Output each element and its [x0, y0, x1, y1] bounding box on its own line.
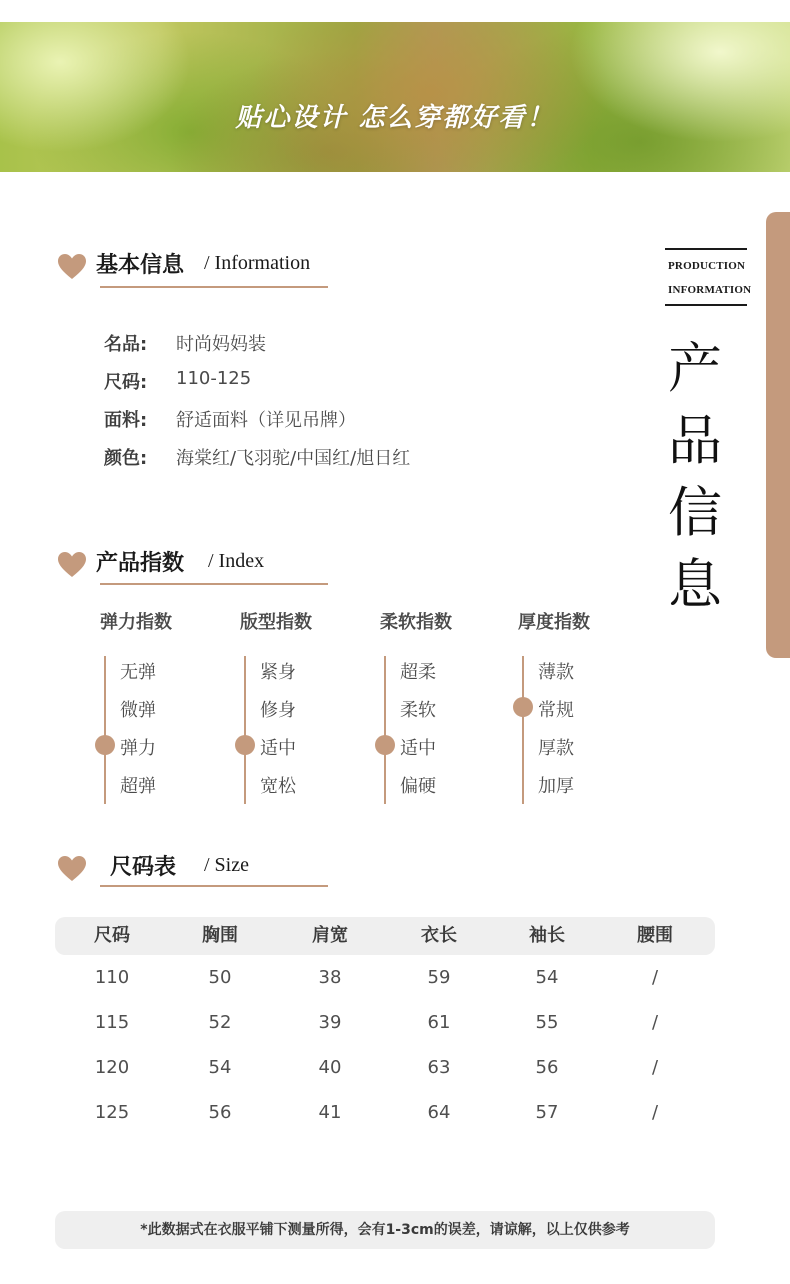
index-option: 偏硬 [400, 776, 436, 797]
table-cell: 125 [94, 1102, 130, 1123]
index-option: 柔软 [400, 700, 436, 721]
table-cell: 38 [318, 967, 342, 988]
index-option: 超弹 [120, 776, 156, 797]
index-option: 适中 [260, 738, 296, 759]
table-cell: / [651, 1057, 659, 1078]
index-scale-line [104, 656, 106, 804]
index-selected-dot [95, 735, 115, 755]
index-option: 加厚 [538, 776, 574, 797]
table-header-cell: 尺码 [94, 925, 130, 946]
index-option: 薄款 [538, 662, 574, 683]
side-en-title [665, 250, 755, 304]
table-header-cell: 袖长 [529, 925, 565, 946]
info-label: 尺码: [104, 372, 148, 393]
index-title: 弹力指数 [100, 612, 172, 633]
side-cn-char: 息 [668, 553, 722, 616]
table-cell: 56 [208, 1102, 232, 1123]
table-cell: / [651, 1012, 659, 1033]
side-cn-char: 产 [668, 337, 722, 400]
table-cell: 55 [535, 1012, 559, 1033]
section-title-en: / Information [204, 252, 311, 274]
table-cell: 63 [427, 1057, 451, 1078]
index-option: 超柔 [400, 662, 436, 683]
table-header-cell: 肩宽 [312, 925, 348, 946]
side-cn-char: 信 [668, 481, 722, 544]
measurement-note: *此数据式在衣服平铺下测量所得，会有1-3cm的误差，请谅解，以上仅供参考 [55, 1211, 715, 1249]
info-value: 海棠红/飞羽驼/中国红/旭日红 [176, 448, 411, 469]
info-label: 颜色: [104, 448, 148, 469]
index-option: 适中 [400, 738, 436, 759]
index-selected-dot [513, 697, 533, 717]
table-cell: 59 [427, 967, 451, 988]
table-cell: 115 [94, 1012, 130, 1033]
table-cell: 52 [208, 1012, 232, 1033]
index-option: 厚款 [538, 738, 574, 759]
table-cell: / [651, 967, 659, 988]
index-option: 修身 [260, 700, 296, 721]
section-underline [100, 583, 328, 585]
table-cell: 39 [318, 1012, 342, 1033]
index-scale-line [244, 656, 246, 804]
side-en-block [665, 248, 755, 306]
index-title: 厚度指数 [518, 612, 590, 633]
info-value: 时尚妈妈装 [176, 334, 266, 355]
size-table-header [55, 917, 715, 955]
section-underline [100, 286, 328, 288]
section-header-size [58, 850, 358, 890]
index-option: 弹力 [120, 738, 156, 759]
table-header-cell: 胸围 [202, 925, 238, 946]
section-underline [100, 885, 328, 887]
index-option: 无弹 [120, 662, 156, 683]
side-accent-bar [766, 212, 790, 658]
index-scale-line [384, 656, 386, 804]
table-header-cell: 腰围 [637, 925, 673, 946]
banner-image [0, 22, 790, 172]
index-title: 版型指数 [240, 612, 312, 633]
side-en-line1: PRODUCTION [668, 260, 746, 272]
index-option: 宽松 [260, 776, 296, 797]
table-cell: 61 [427, 1012, 451, 1033]
section-title-en: / Index [208, 550, 265, 572]
section-title-en: / Size [204, 854, 249, 876]
table-cell: 56 [535, 1057, 559, 1078]
heart-icon [58, 856, 86, 882]
index-selected-dot [375, 735, 395, 755]
table-cell: 40 [318, 1057, 342, 1078]
section-title-cn: 产品指数 [96, 551, 185, 576]
section-title-cn: 基本信息 [96, 253, 185, 278]
side-cn-title [665, 333, 725, 621]
index-title: 柔软指数 [380, 612, 452, 633]
side-cn-char: 品 [668, 409, 722, 472]
index-option: 紧身 [260, 662, 296, 683]
table-cell: 64 [427, 1102, 451, 1123]
table-cell: 120 [94, 1057, 130, 1078]
table-cell: 54 [208, 1057, 232, 1078]
section-title-cn: 尺码表 [110, 855, 177, 880]
index-scale-line [522, 656, 524, 804]
info-label: 面料: [104, 410, 148, 431]
index-option: 微弹 [120, 700, 156, 721]
index-option: 常规 [538, 700, 574, 721]
heart-icon [58, 552, 86, 578]
heart-icon [58, 254, 86, 280]
side-divider-bottom [665, 304, 747, 306]
table-cell: 50 [208, 967, 232, 988]
side-en-line2: INFORMATION [668, 284, 752, 296]
table-cell: 110 [94, 967, 130, 988]
index-selected-dot [235, 735, 255, 755]
table-cell: 54 [535, 967, 559, 988]
table-cell: / [651, 1102, 659, 1123]
table-cell: 57 [535, 1102, 559, 1123]
section-header-index [58, 546, 358, 586]
table-cell: 41 [318, 1102, 342, 1123]
section-header-info [58, 248, 358, 288]
table-header-cell: 衣长 [421, 925, 457, 946]
info-label: 名品: [104, 334, 148, 355]
info-value: 110-125 [176, 368, 252, 389]
banner-title: 贴心设计 怎么穿都好看！ [235, 103, 555, 133]
info-value: 舒适面料（详见吊牌） [176, 410, 356, 431]
